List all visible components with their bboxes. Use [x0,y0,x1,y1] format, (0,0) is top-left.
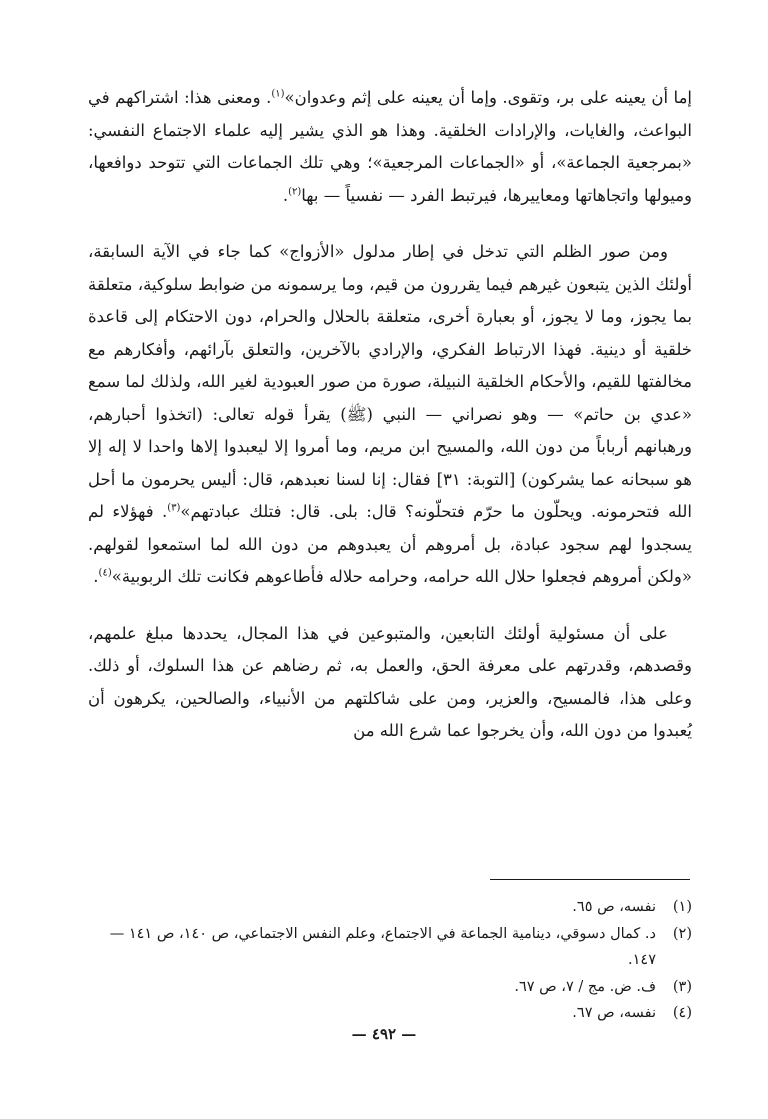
main-text [88,82,692,748]
page-number: — ٤٩٢ — [351,1025,417,1043]
paragraph-2-rest: . فهؤلاء لم يسجدوا لهم سجود عبادة، بل أمروهم أن يعبدوهم من دون الله لما استمعوا لقولهم. «ولكن أمروهم فجعلوا حلال الله حرامه، وحرامه حلاله فأطاعوهم فكانت تلك الربوبية» [88,502,692,586]
footnote-number: (٤) [672,1005,692,1021]
paragraph-1-start: إما أن يعينه على بر، وتقوى. وإما أن يعينه على إثم وعدوان» [284,88,692,107]
paragraph-3-text: على أن مسئولية أولئك التابعين، والمتبوعين في هذا المجال، يحددها مبلغ علمهم، وقصدهم، وقدرتهم على معرفة الحق، والعمل به، ثم رضاهم عن هذا السلوك، أو ذلك. وعلى هذا، فالمسيح، والعزير، ومن على شاكلتهم من الأنبياء، والصالحين، يكرهون أن يُعبدوا من دون الله، وأن يخرجوا عما شرع الله من [88,623,692,740]
footnote-text: ف. ض. مج / ٧، ص ٦٧. [514,978,656,995]
footnote-divider [490,879,690,880]
paragraph-1-rest: . ومعنى هذا: اشتراكهم في البواعث، والغايات، والإرادات الخلقية. وهذا هو الذي يشير إليه علماء الاجتماع النفسي: «بمرجعية الجماعة»، أو «الجماعات المرجعية»؛ وهي تلك الجماعات التي تتوحد دوافعها، وميولها واتجاهاتها ومعاييرها، فيرتبط الفرد — نفسياً — بها [88,88,692,205]
footnote-ref-3: (٣) [167,502,181,514]
footnote-3 [88,974,692,1001]
paragraph-2-end: . [93,567,99,586]
paragraph-1 [88,82,692,212]
footnote-ref-1: (١) [271,88,285,100]
paragraph-2 [88,236,692,594]
paragraph-3 [88,618,692,748]
footnote-text: نفسه، ص ٦٥. [572,899,656,915]
footnote-4 [88,1000,692,1027]
footnote-ref-4: (٤) [98,567,112,579]
footnote-text: نفسه، ص ٦٧. [572,1005,656,1021]
paragraph-1-end: . [282,185,289,205]
footnote-1 [88,894,692,921]
footnote-number: (٣) [672,978,692,995]
footnote-number: (٢) [672,925,692,942]
footnote-ref-2: (٢) [288,186,302,197]
footnotes [88,894,692,1027]
footnote-text: د. كمال دسوقي، دينامية الجماعة في الاجتماع، وعلم النفس الاجتماعي، ص ١٤٠، ص ١٤١ — ١٤٧. [109,925,656,968]
paragraph-2-start: ومن صور الظلم التي تدخل في إطار مدلول «الأزواج» كما جاء في الآية السابقة، أولئك الذين يتبعون غيرهم فيما يقررون من قيم، وما يرسمونه من ضوابط سلوكية، متعلقة بما يجوز، وما لا يجوز، أو بعبارة أخرى، متعلقة بالحلال والحرام، دون الاحتكام إلى قاعدة خلقية أو دينية. فهذا الارتباط الفكري، والإرادي بالآخرين، والتعلق بآرائهم، وأفكارهم مع مخالفتها للقيم، والأحكام الخلقية النبيلة، صورة من صور العبودية لغير الله، ولذلك لما سمع «عدي بن حاتم» — وهو نصراني — النبي (ﷺ) يقرأ قوله تعالى: (اتخذوا أحبارهم، ورهبانهم أرباباً من دون الله، والمسيح ابن مريم، وما أمروا إلا ليعبدوا إلاها واحدا لا إله إلا هو سبحانه عما يشركون) [التوبة: ٣١] فقال: إنا لسنا نعبدهم، قال: أليس يحرمون ما أحل الله فتحرمونه. ويحلّون ما حرّم فتحلّونه؟ قال: بلى. قال: فتلك عبادتهم» [88,242,692,521]
footnote-2 [88,921,692,974]
footnote-number: (١) [672,899,692,915]
